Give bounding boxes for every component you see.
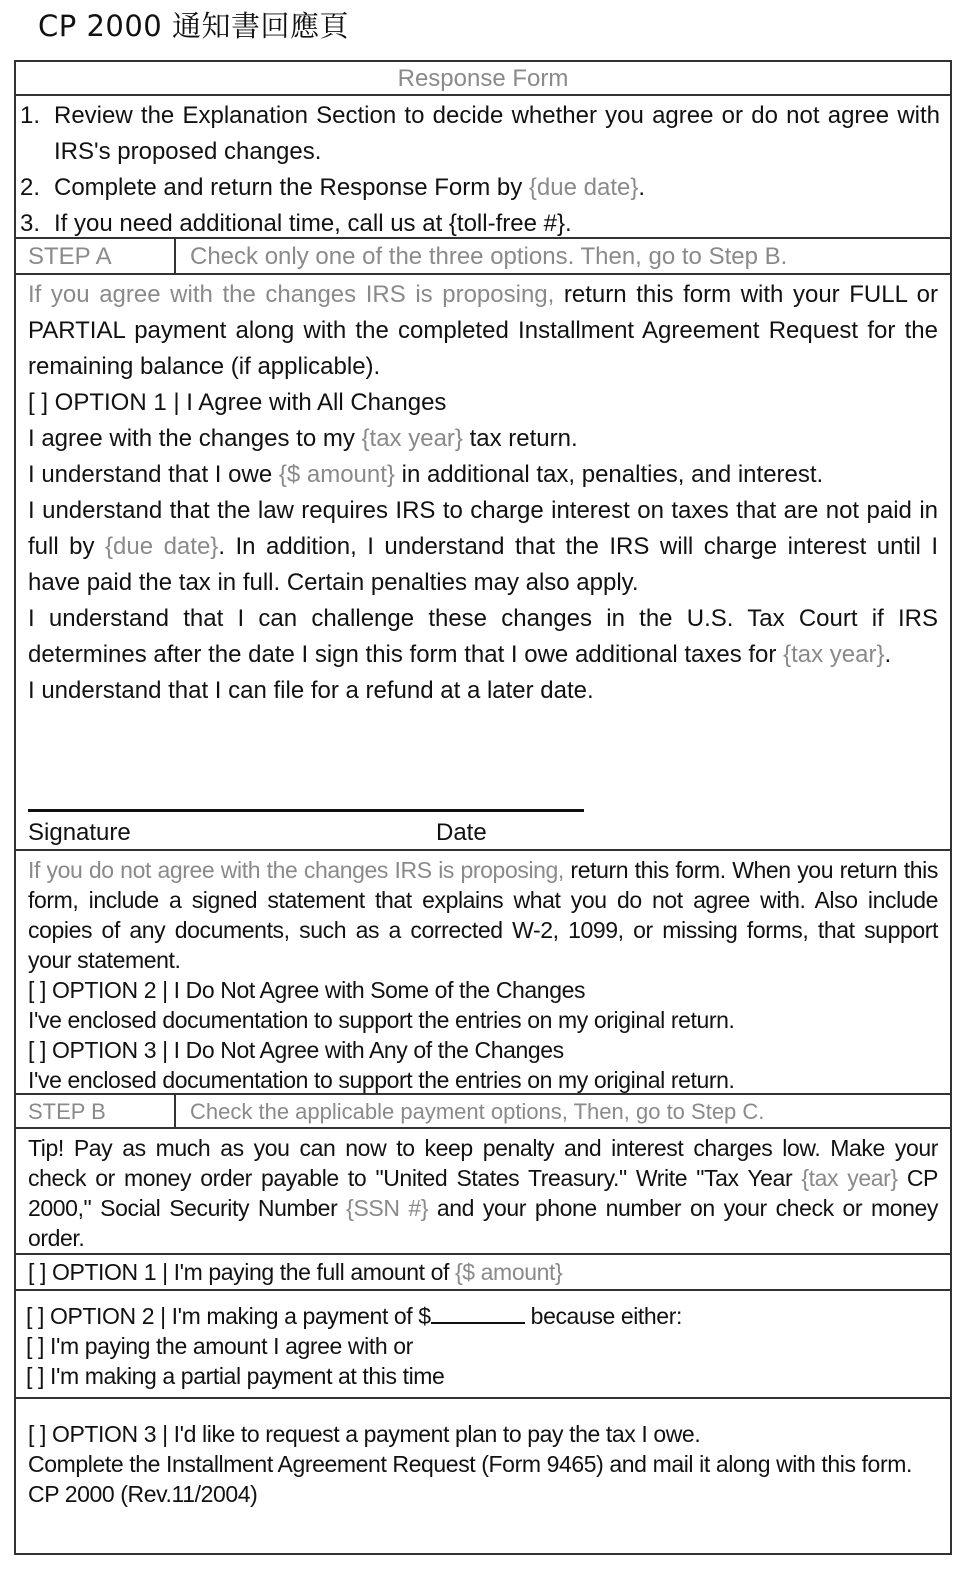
agree-intro-text: return this form with your FULL or PARTIAL payment along with the completed Installment Agreement Request for the remaining balance (if applicable).	[28, 281, 938, 380]
signature-label: Signature	[28, 819, 131, 846]
instruction-number: 1.	[20, 102, 41, 129]
agree-line-2	[28, 457, 938, 493]
tax-year-placeholder: {tax year}	[783, 641, 885, 668]
text: [ ] OPTION 2 | I'm making a payment of $	[26, 1303, 431, 1329]
amount-placeholder: {$ amount}	[455, 1259, 563, 1285]
page-title: CP 2000 通知書回應頁	[38, 9, 349, 43]
option1-checkbox-label[interactable]: [ ] OPTION 1 | I Agree with All Changes	[28, 389, 447, 416]
due-date-placeholder: {due date}	[528, 174, 639, 201]
disagree-intro-grey: If you do not agree with the changes IRS is proposing,	[28, 857, 564, 883]
text: . In addition, I understand that the IRS will charge interest until I have paid the tax in full. Certain penalties may also apply.	[28, 533, 939, 596]
tip-section	[14, 1127, 952, 1255]
agree-intro	[28, 277, 938, 385]
text: .	[884, 641, 892, 668]
payment-option-2-label[interactable]	[26, 1301, 938, 1331]
text: I understand that the law requires IRS to charge interest on taxes that are not paid in full by	[28, 497, 938, 560]
text: because either:	[524, 1303, 682, 1329]
disagree-intro-text: return this form. When you return this form, include a signed statement that explains what you do not agree with. Also include copies of any documents, such as a corrected W-2, 1099, or missing forms, that support your statement.	[28, 857, 938, 973]
payment-option-2-choice-1[interactable]: [ ] I'm paying the amount I agree with or	[26, 1333, 413, 1359]
text: in additional tax, penalties, and interest.	[394, 461, 824, 488]
signature-line[interactable]	[28, 809, 584, 812]
date-label: Date	[436, 819, 487, 846]
form-revision: CP 2000 (Rev.11/2004)	[28, 1481, 258, 1507]
amount-placeholder: {$ amount}	[278, 461, 395, 488]
step-a-row	[14, 237, 952, 275]
instruction-text: Review the Explanation Section to decide whether you agree or do not agree with IRS's proposed changes.	[54, 102, 940, 165]
payment-option-2	[14, 1289, 952, 1399]
payment-option-3	[14, 1397, 952, 1555]
disagree-section	[14, 849, 952, 1095]
step-b-text: Check the applicable payment options, Then, go to Step C.	[190, 1099, 765, 1124]
text: and your phone number on your check or money order.	[28, 1195, 938, 1251]
payment-option-3-text: Complete the Installment Agreement Request (Form 9465) and mail it along with this form.	[28, 1451, 912, 1477]
text: Tip! Pay as much as you can now to keep penalty and interest charges low. Make your check or money order payable to "United States Treasury." Write "Tax Year	[28, 1135, 938, 1191]
instruction-number: 2.	[20, 174, 41, 201]
instruction-item-2	[20, 170, 940, 206]
step-b-label: STEP B	[16, 1095, 176, 1127]
agree-line-4	[28, 601, 938, 673]
step-b-row	[14, 1093, 952, 1129]
payment-option-2-choice-2[interactable]: [ ] I'm making a partial payment at this time	[26, 1363, 445, 1389]
agree-line-5: I understand that I can file for a refund at a later date.	[28, 677, 594, 704]
instruction-text: Complete and return the Response Form by	[54, 174, 523, 201]
tax-year-placeholder: {tax year}	[801, 1165, 898, 1191]
instructions-section	[14, 94, 952, 239]
step-a-text: Check only one of the three options. Then, go to Step B.	[190, 243, 788, 270]
instruction-text: If you need additional time, call us at {toll-free #}.	[54, 210, 572, 237]
payment-option-1-label[interactable]: [ ] OPTION 1 | I'm paying the full amount of	[28, 1259, 455, 1285]
text: tax return.	[462, 425, 578, 452]
agree-section	[14, 273, 952, 851]
instruction-punct: .	[638, 174, 646, 201]
payment-amount-blank[interactable]	[431, 1302, 525, 1324]
agree-line-1	[28, 421, 938, 457]
instruction-number: 3.	[20, 210, 41, 237]
option3-checkbox-label[interactable]: [ ] OPTION 3 | I Do Not Agree with Any of the Changes	[28, 1037, 564, 1063]
payment-option-1[interactable]	[14, 1253, 952, 1291]
disagree-intro	[28, 855, 938, 975]
payment-option-3-label[interactable]: [ ] OPTION 3 | I'd like to request a payment plan to pay the tax I owe.	[28, 1421, 701, 1447]
text: I understand that I owe	[28, 461, 279, 488]
option2-checkbox-label[interactable]: [ ] OPTION 2 | I Do Not Agree with Some of the Changes	[28, 977, 586, 1003]
text: I agree with the changes to my	[28, 425, 362, 452]
text: I understand that I can challenge these changes in the U.S. Tax Court if IRS determines after the date I sign this form that I owe additional taxes for	[28, 605, 938, 668]
due-date-placeholder: {due date}	[105, 533, 219, 560]
option3-text: I've enclosed documentation to support the entries on my original return.	[28, 1067, 735, 1093]
agree-line-3	[28, 493, 938, 601]
response-form-header: Response Form	[14, 60, 952, 96]
tax-year-placeholder: {tax year}	[361, 425, 463, 452]
instruction-item-1	[20, 98, 940, 170]
tip-text	[28, 1133, 938, 1253]
option2-text: I've enclosed documentation to support the entries on my original return.	[28, 1007, 735, 1033]
agree-intro-grey: If you agree with the changes IRS is proposing,	[28, 281, 555, 308]
ssn-placeholder: {SSN #}	[346, 1195, 429, 1221]
text: CP 2000," Social Security Number	[28, 1165, 938, 1221]
step-a-label: STEP A	[16, 239, 176, 273]
